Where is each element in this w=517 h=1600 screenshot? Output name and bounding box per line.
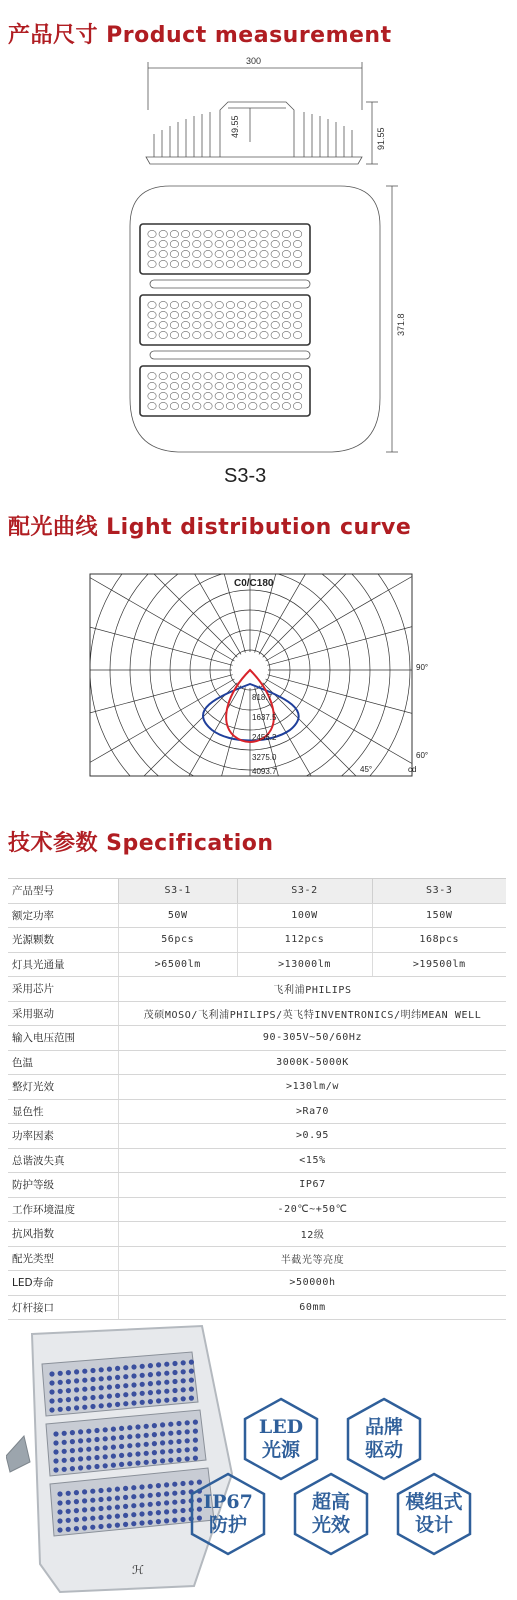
fin-dim-label: 49.55 <box>230 115 240 138</box>
width-dim-label: 300 <box>246 56 262 66</box>
curve-title: 配光曲线 Light distribution curve <box>8 515 412 540</box>
badge-line1: 超高 <box>311 1491 350 1513</box>
spec-row <box>8 1173 506 1198</box>
spec-key: 整灯光效 <box>8 1075 119 1100</box>
badge-line2: 防护 <box>208 1514 247 1536</box>
badge-line2: 设计 <box>414 1514 453 1536</box>
badge-line1: 模组式 <box>405 1491 463 1513</box>
spec-row <box>8 1050 506 1075</box>
spec-row <box>8 1295 506 1320</box>
spec-header-row <box>8 879 506 904</box>
spec-key: 采用驱动 <box>8 1001 119 1026</box>
ring-label-3: 2456.2 <box>252 733 277 742</box>
spec-key: 色温 <box>8 1050 119 1075</box>
spec-key: 防护等级 <box>8 1173 119 1198</box>
spec-value: 56pcs <box>119 928 238 953</box>
badge-high-efficacy <box>292 1471 370 1557</box>
spec-key: 灯杆接口 <box>8 1295 119 1320</box>
curve-title: C0/C180 <box>234 578 274 589</box>
spec-row <box>8 1148 506 1173</box>
spec-value: 茂硕MOSO/飞利浦PHILIPS/英飞特INVENTRONICS/明纬MEAN WELL <box>119 1001 507 1026</box>
badge-modular-design <box>395 1471 473 1557</box>
spec-row <box>8 1197 506 1222</box>
spec-value: >Ra70 <box>119 1099 507 1124</box>
spec-key: 采用芯片 <box>8 977 119 1002</box>
length-dim-label: 371.8 <box>396 313 406 336</box>
spec-key: 产品型号 <box>8 879 119 904</box>
spec-value: <15% <box>119 1148 507 1173</box>
spec-model-1: S3-1 <box>119 879 238 904</box>
spec-key: LED寿命 <box>8 1271 119 1296</box>
badge-led-source <box>242 1396 320 1482</box>
spec-key: 总谐波失真 <box>8 1148 119 1173</box>
spec-value: >6500lm <box>119 952 238 977</box>
spec-key: 光源颗数 <box>8 928 119 953</box>
spec-row <box>8 1026 506 1051</box>
led-grid <box>148 230 302 409</box>
spec-table <box>8 878 506 1320</box>
spec-row <box>8 952 506 977</box>
spec-row <box>8 1271 506 1296</box>
spec-value: >50000h <box>119 1271 507 1296</box>
ring-label-4: 3275.0 <box>252 753 277 762</box>
spec-value: >130lm/w <box>119 1075 507 1100</box>
unit-label: cd <box>408 765 417 774</box>
spec-value: >0.95 <box>119 1124 507 1149</box>
spec-value: >13000lm <box>237 952 372 977</box>
spec-value: 90-305V~50/60Hz <box>119 1026 507 1051</box>
spec-value: 12级 <box>119 1222 507 1247</box>
angle-60-label: 60° <box>416 751 429 760</box>
spec-key: 显色性 <box>8 1099 119 1124</box>
spec-value: 飞利浦PHILIPS <box>119 977 507 1002</box>
badge-ip67 <box>189 1471 267 1557</box>
badge-line2: 驱动 <box>364 1439 403 1461</box>
badge-line1: IP67 <box>203 1491 253 1513</box>
badge-line2: 光效 <box>311 1514 350 1536</box>
spec-value: 168pcs <box>372 928 506 953</box>
spec-key: 灯具光通量 <box>8 952 119 977</box>
spec-key: 额定功率 <box>8 903 119 928</box>
spec-model-3: S3-3 <box>372 879 506 904</box>
spec-row <box>8 1099 506 1124</box>
spec-value: 60mm <box>119 1295 507 1320</box>
spec-row <box>8 928 506 953</box>
spec-row <box>8 977 506 1002</box>
spec-value: 50W <box>119 903 238 928</box>
svg-text:ℋ: ℋ <box>132 1563 144 1577</box>
ring-label-2: 1637.5 <box>252 713 277 722</box>
model-label: S3-3 <box>224 465 267 487</box>
spec-row <box>8 903 506 928</box>
dimension-drawing <box>110 52 410 492</box>
badge-line2: 光源 <box>261 1439 300 1461</box>
badge-line1: LED <box>258 1416 304 1438</box>
spec-row <box>8 1075 506 1100</box>
spec-model-2: S3-2 <box>237 879 372 904</box>
angle-45-label: 45° <box>360 765 373 774</box>
measurement-title: 产品尺寸 Product measurement <box>8 23 392 48</box>
spec-value: IP67 <box>119 1173 507 1198</box>
spec-title: 技术参数 Specification <box>8 831 274 856</box>
spec-value: -20℃~+50℃ <box>119 1197 507 1222</box>
angle-90-label: 90° <box>416 663 429 672</box>
ring-label-1: 818.7 <box>252 693 273 702</box>
spec-key: 配光类型 <box>8 1246 119 1271</box>
spec-value: 3000K-5000K <box>119 1050 507 1075</box>
spec-row <box>8 1246 506 1271</box>
polar-curve-chart <box>88 572 433 782</box>
ring-label-5: 4093.7 <box>252 767 277 776</box>
spec-key: 抗风指数 <box>8 1222 119 1247</box>
spec-key: 工作环境温度 <box>8 1197 119 1222</box>
spec-row <box>8 1222 506 1247</box>
spec-key: 功率因素 <box>8 1124 119 1149</box>
badge-brand-driver <box>345 1396 423 1482</box>
height-dim-label: 91.55 <box>376 127 386 150</box>
spec-value: 150W <box>372 903 506 928</box>
spec-value: 112pcs <box>237 928 372 953</box>
spec-key: 输入电压范围 <box>8 1026 119 1051</box>
spec-value: 半截光等亮度 <box>119 1246 507 1271</box>
spec-value: >19500lm <box>372 952 506 977</box>
spec-row <box>8 1124 506 1149</box>
spec-value: 100W <box>237 903 372 928</box>
badge-line1: 品牌 <box>364 1416 403 1438</box>
spec-row <box>8 1001 506 1026</box>
